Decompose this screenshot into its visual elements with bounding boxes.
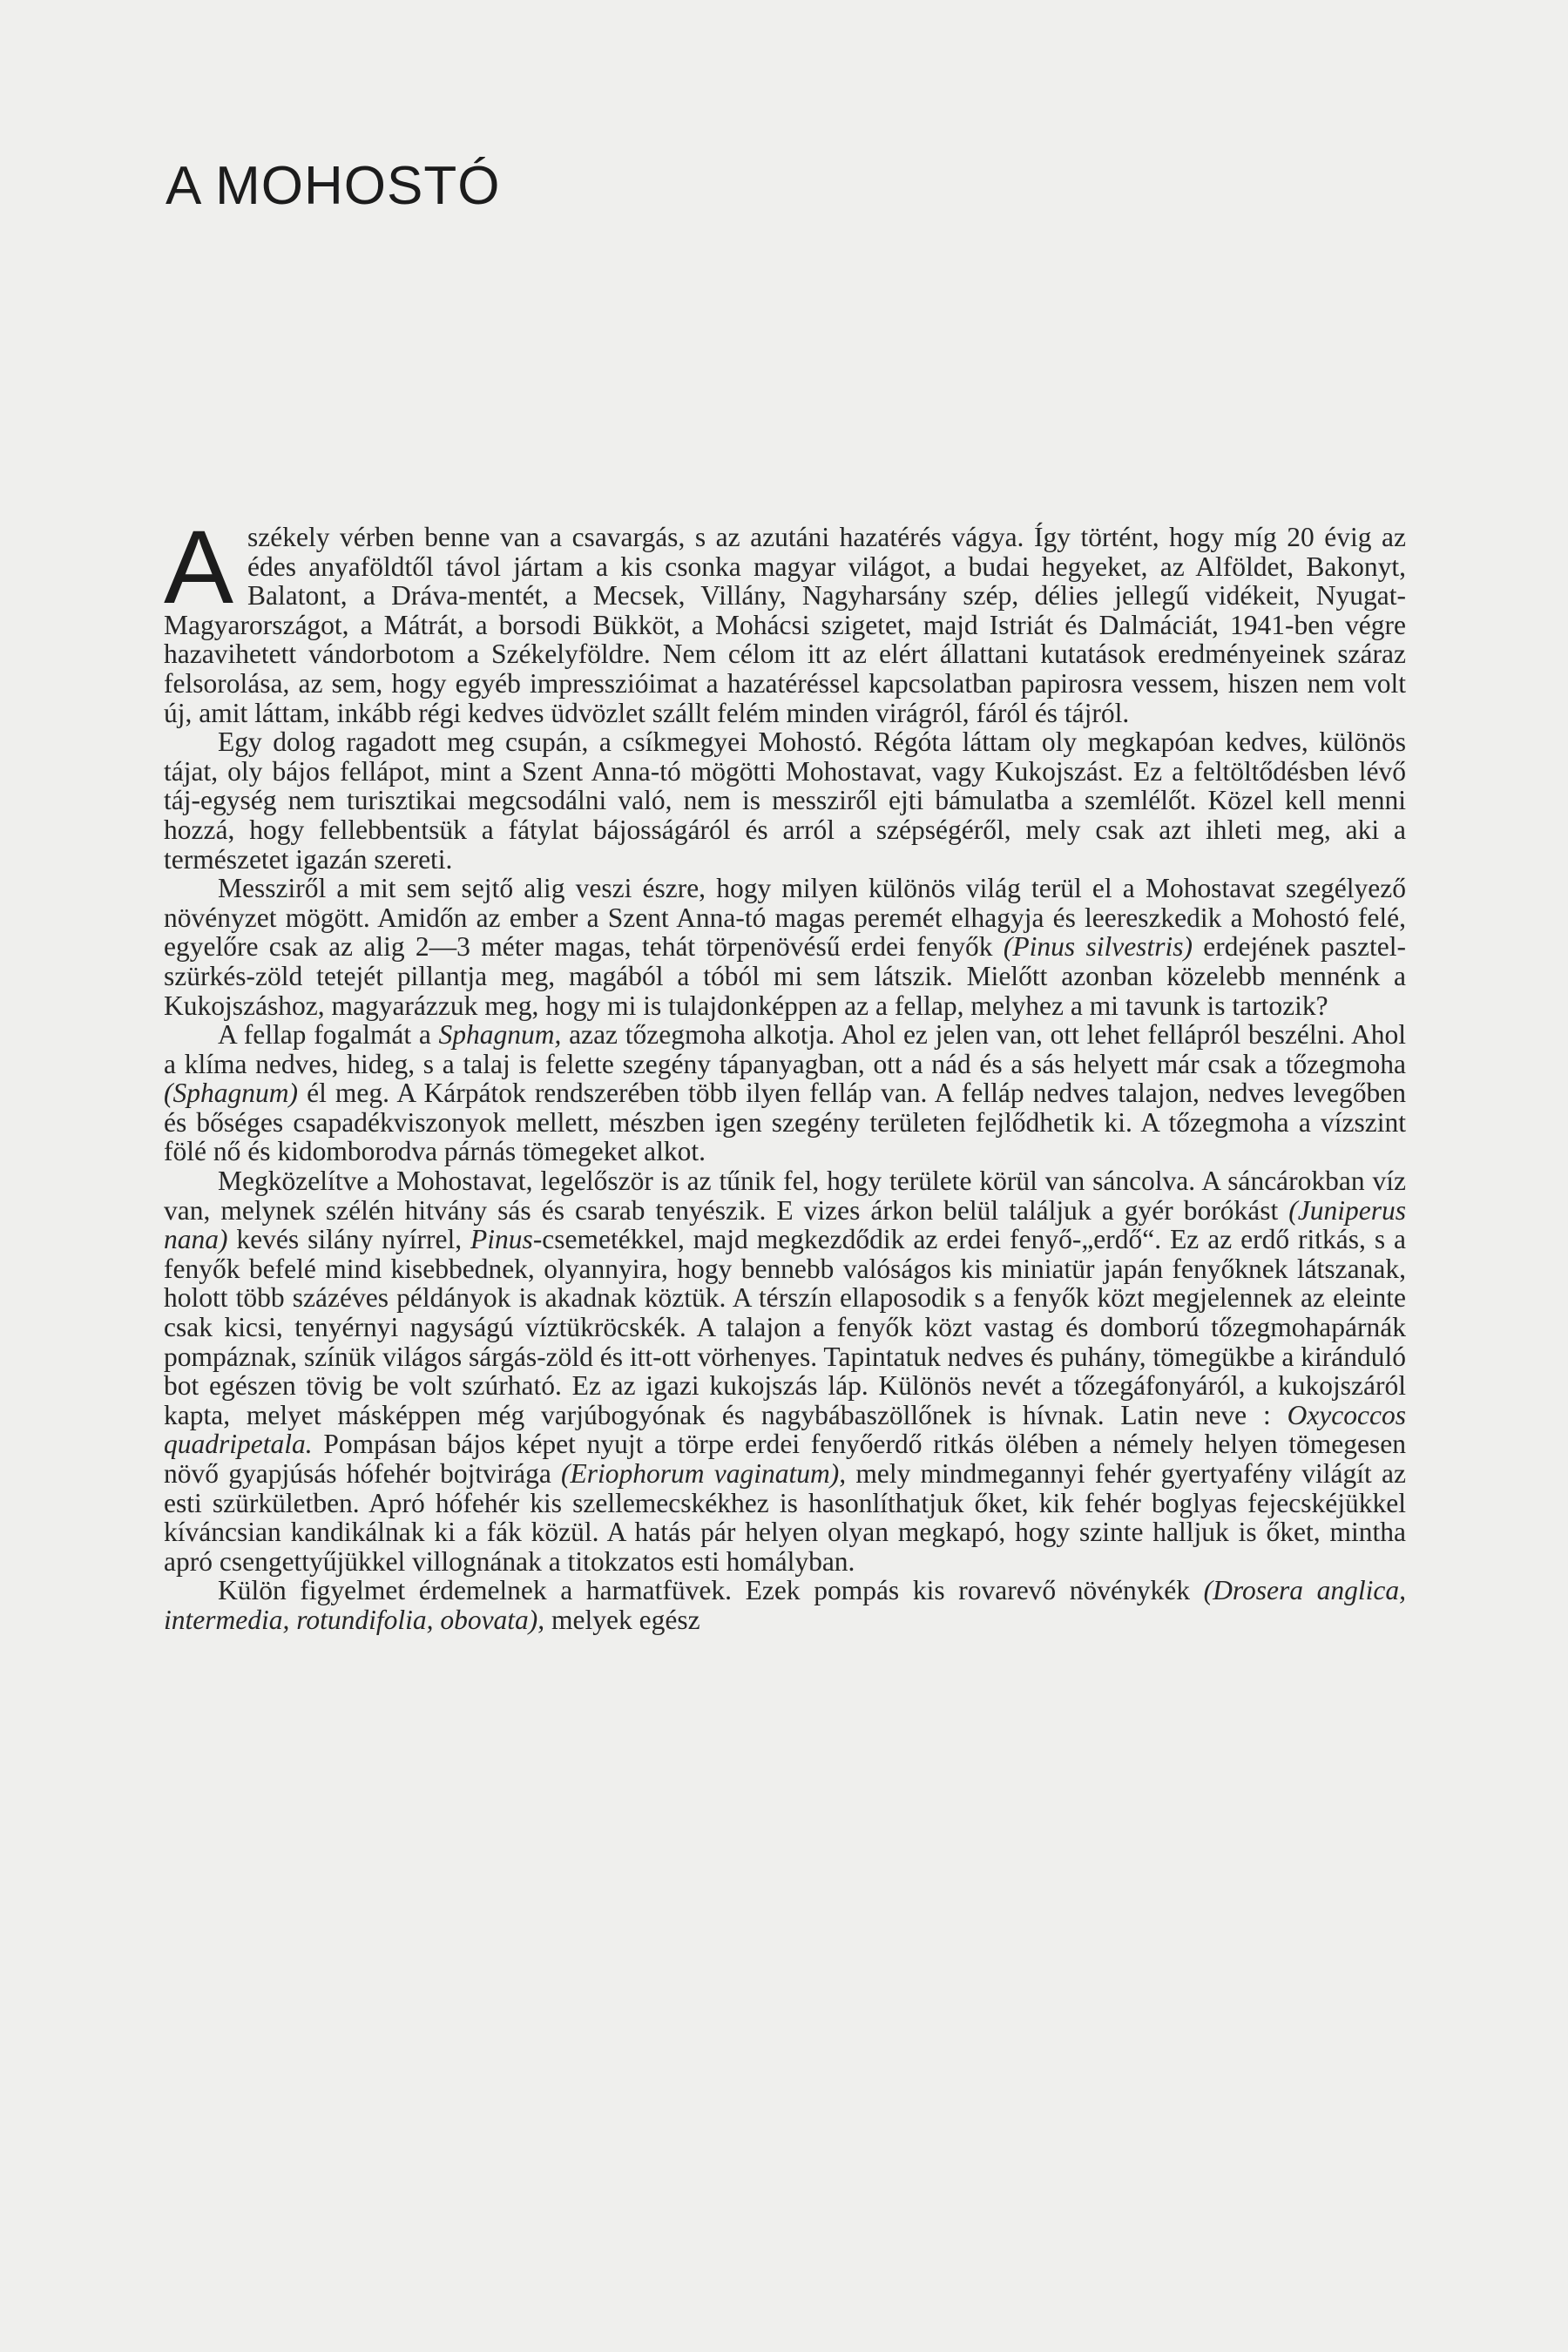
paragraph xyxy=(164,874,1406,1020)
italic-text: (Drosera anglica, intermedia, rotundifolia, obovata), xyxy=(164,1575,1406,1635)
text-run: A fellap fogalmát a xyxy=(218,1019,439,1051)
text-run: melyek egész xyxy=(544,1604,700,1635)
text-run: Megközelítve a Mohostavat, legelőször is az tűnik fel, hogy területe körül van sáncolva. A sáncárokban víz van, melynek szélén hitvány sás és csarab tenyészik. E vizes árkon belül találjuk a gyér borókást xyxy=(164,1166,1406,1226)
drop-cap: A xyxy=(164,509,234,625)
body-text xyxy=(164,509,1406,1635)
text-run: Messziről a mit sem sejtő alig veszi észre, hogy milyen különös világ terül el a Mohostavat szegélyező növényzet mögött. Amidőn az ember a Szent Anna-tó magas peremét elhagyja és leereszkedik a Mohostó felé, egyelőre csak az alig 2—3 méter magas, tehát törpenövésű erdei fenyők xyxy=(164,873,1406,963)
paragraph xyxy=(164,1166,1406,1576)
paragraph xyxy=(164,1576,1406,1634)
text-run: Pompásan bájos képet nyujt a törpe erdei fenyőerdő ritkás ölében a némely helyen tömegesen növő gyapjúsás hófehér bojtvirága xyxy=(164,1429,1406,1489)
text-run: erdejének pasztel-szürkés-zöld tetejét pillantja meg, magából a tóból mi sem látszik. Mielőtt azonban közelebb mennénk a Kukojszáshoz, magyarázzuk meg, hogy mi is tulajdonképpen az a fellap, melyhez a mi tavunk is tartozik? xyxy=(164,931,1406,1021)
italic-text: Oxycoccos quadripetala. xyxy=(164,1399,1406,1460)
paragraph xyxy=(164,1020,1406,1166)
chapter-title: A MOHOSTÓ xyxy=(166,156,501,216)
italic-text: (Pinus silvestris) xyxy=(1003,931,1193,963)
italic-text: (Juniperus nana) xyxy=(164,1194,1406,1255)
text-run: székely vérben benne van a csavargás, s az azutáni hazatérés vágya. Így történt, hogy míg 20 évig az édes anyaföldtől távol jártam a kis csonka magyar világot, a budai hegyeket, az Alföldet, Bakonyt, Balatont, a Dráva-mentét, a Mecsek, Villány, Nagyharsány szép, délies jellegű vidékeit, Nyugat-Magyarországot, a Mátrát, a borsodi Bükköt, a Mohácsi szigetet, majd Istriát és Dalmáciát, 1941-ben végre hazavihetett vándorbotom a Székelyföldre. Nem célom itt az elért állattani kutatások eredményeinek száraz felsorolása, az sem, hogy egyéb impresszióimat a hazatéréssel kapcsolatban papirosra vessem, hiszen nem volt új, amit láttam, inkább régi kedves üdvözlet szállt felém minden virágról, fáról és tájról. xyxy=(164,522,1406,728)
text-run: azaz tőzegmoha alkotja. Ahol ez jelen van, ott lehet fellápról beszélni. Ahol a klíma nedves, hideg, s a talaj is felette szegény tápanyagban, ott a nád és a sás helyett már csak a tőzegmoha xyxy=(164,1019,1406,1079)
text-run: él meg. A Kárpátok rendszerében több ilyen felláp van. A felláp nedves talajon, nedves levegőben és bőséges csapadékviszonyok mellett, mészben igen szegény területen fejlődhetik ki. A tőzegmoha a vízszint fölé nő és kidomborodva párnás tömegeket alkot. xyxy=(164,1078,1406,1167)
text-run: Egy dolog ragadott meg csupán, a csíkmegyei Mohostó. Régóta láttam oly megkapóan kedves, különös tájat, oly bájos fellápot, mint a Szent Anna-tó mögötti Mohostavat, vagy Kukojszást. Ez a feltöltődésben lévő táj-egység nem turisztikai megcsodálni való, nem is messziről ejti bámulatba a szemlélőt. Közel kell menni hozzá, hogy fellebbentsük a fátylat bájosságáról és arról a szépségéről, mely csak azt ihleti meg, aki a természetet igazán szereti. xyxy=(164,727,1406,875)
text-run: -csemetékkel, majd megkezdődik az erdei fenyő-„erdő“. Ez az erdő ritkás, s a fenyők befelé mind kisebbednek, olyannyira, hogy bennebb valóságos kis miniatür japán fenyőknek látszanak, holott több százéves példányok is akadnak köztük. A térszín ellaposodik s a fenyők közt megjelennek az eleinte csak kicsi, tenyérnyi nagyságú víztükröcskék. A talajon a fenyők közt vastag és domború tőzegmohapárnák pompáznak, színük világos sárgás-zöld és itt-ott vörhenyes. Tapintatuk nedves és puhány, tömegükbe a kiránduló bot egészen tövig be volt szúrható. Ez az igazi kukojszás láp. Különös nevét a tőzegáfonyáról, a kukojszáról kapta, melyet másképpen még varjúbogyónak és nagybábaszöllőnek is hívnak. Latin neve : xyxy=(164,1224,1406,1430)
text-run: mely mindmegannyi fehér gyertyafény világít az esti szürkületben. Apró hófehér kis szellemecskékhez is hasonlíthatjuk őket, kik fehér boglyas fejecskéjükkel kíváncsian kandikálnak ki a fák közül. A hatás pár helyen olyan megkapó, hogy szinte halljuk is őket, mintha apró csengettyűjükkel villognának a titokzatos esti homályban. xyxy=(164,1458,1406,1577)
paragraph xyxy=(164,509,1406,728)
italic-text: (Eriophorum vaginatum), xyxy=(561,1458,847,1489)
italic-text: (Sphagnum) xyxy=(164,1078,298,1109)
paragraph xyxy=(164,727,1406,874)
italic-text: Sphagnum, xyxy=(438,1019,562,1051)
italic-text: Pinus xyxy=(470,1224,533,1255)
text-run: Külön figyelmet érdemelnek a harmatfüvek. Ezek pompás kis rovarevő növénykék xyxy=(218,1575,1204,1606)
text-run: kevés silány nyírrel, xyxy=(227,1224,471,1255)
